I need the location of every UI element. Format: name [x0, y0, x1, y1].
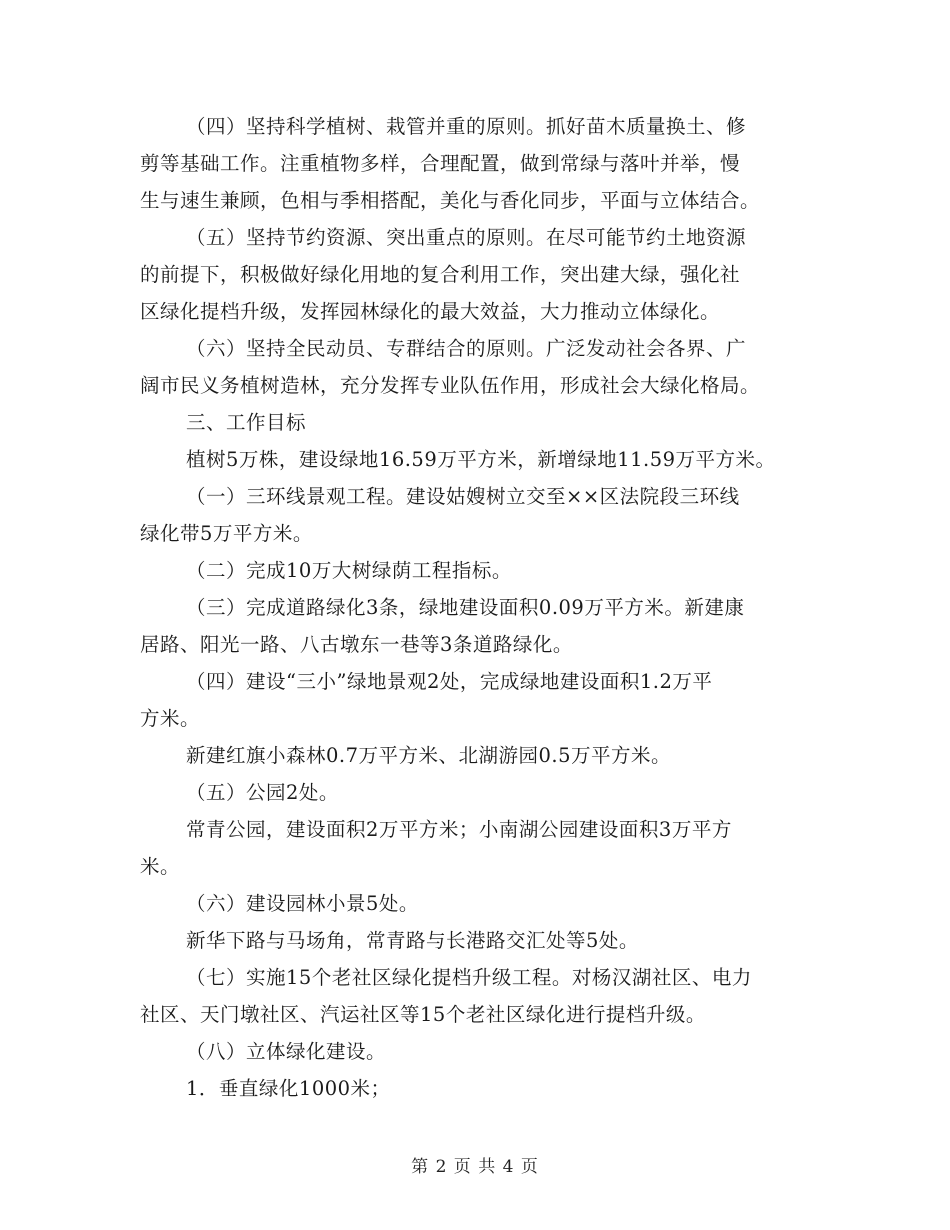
text-line: （三）完成道路绿化3条，绿地建设面积0.09万平方米。新建康: [186, 596, 745, 619]
page-footer: 第 2 页 共 4 页: [411, 1157, 539, 1177]
text-line: 社区、天门墩社区、汽运社区等15个老社区绿化进行提档升级。: [140, 1003, 706, 1026]
text-line: 剪等基础工作。注重植物多样，合理配置，做到常绿与落叶并举，慢: [140, 152, 741, 175]
text-line: （六）建设园林小景5处。: [186, 892, 419, 915]
text-line: （六）坚持全民动员、专群结合的原则。广泛发动社会各界、广: [186, 337, 747, 360]
text-line: 绿化带5万平方米。: [140, 522, 313, 545]
text-line: 方米。: [140, 707, 201, 730]
text-line: 常青公园，建设面积2万平方米；小南湖公园建设面积3万平方: [186, 818, 732, 841]
text-line: 阔市民义务植树造林，充分发挥专业队伍作用，形成社会大绿化格局。: [140, 374, 761, 397]
text-line: 居路、阳光一路、八古墩东一巷等3条道路绿化。: [140, 633, 573, 656]
text-line: （七）实施15个老社区绿化提档升级工程。对杨汉湖社区、电力: [186, 966, 752, 989]
text-line: 新华下路与马场角，常青路与长港路交汇处等5处。: [186, 929, 639, 952]
text-line: 1．垂直绿化1000米；: [186, 1077, 391, 1100]
text-line: 新建红旗小森林0.7万平方米、北湖游园0.5万平方米。: [186, 744, 672, 767]
text-line: 的前提下，积极做好绿化用地的复合利用工作，突出建大绿，强化社: [140, 263, 741, 286]
text-line: （一）三环线景观工程。建设姑嫂树立交至××区法院段三环线: [186, 485, 740, 508]
document-body: [140, 108, 820, 1107]
text-line: （五）坚持节约资源、突出重点的原则。在尽可能节约土地资源: [186, 226, 747, 249]
text-line: 生与速生兼顾，色相与季相搭配，美化与香化同步，平面与立体结合。: [140, 189, 761, 212]
text-line: （二）完成10万大树绿荫工程指标。: [186, 559, 512, 582]
text-line: （四）建设“三小”绿地景观2处，完成绿地建设面积1.2万平: [186, 670, 713, 693]
text-line: 三、工作目标: [186, 411, 307, 434]
text-line: （八）立体绿化建设。: [186, 1040, 387, 1063]
text-line: 米。: [140, 855, 181, 878]
text-line: 植树5万株，建设绿地16.59万平方米，新增绿地11.59万平方米。: [186, 448, 776, 471]
text-line: （五）公园2处。: [186, 781, 339, 804]
text-line: （四）坚持科学植树、栽管并重的原则。抓好苗木质量换土、修: [186, 115, 747, 138]
text-line: 区绿化提档升级，发挥园林绿化的最大效益，大力推动立体绿化。: [140, 300, 721, 323]
